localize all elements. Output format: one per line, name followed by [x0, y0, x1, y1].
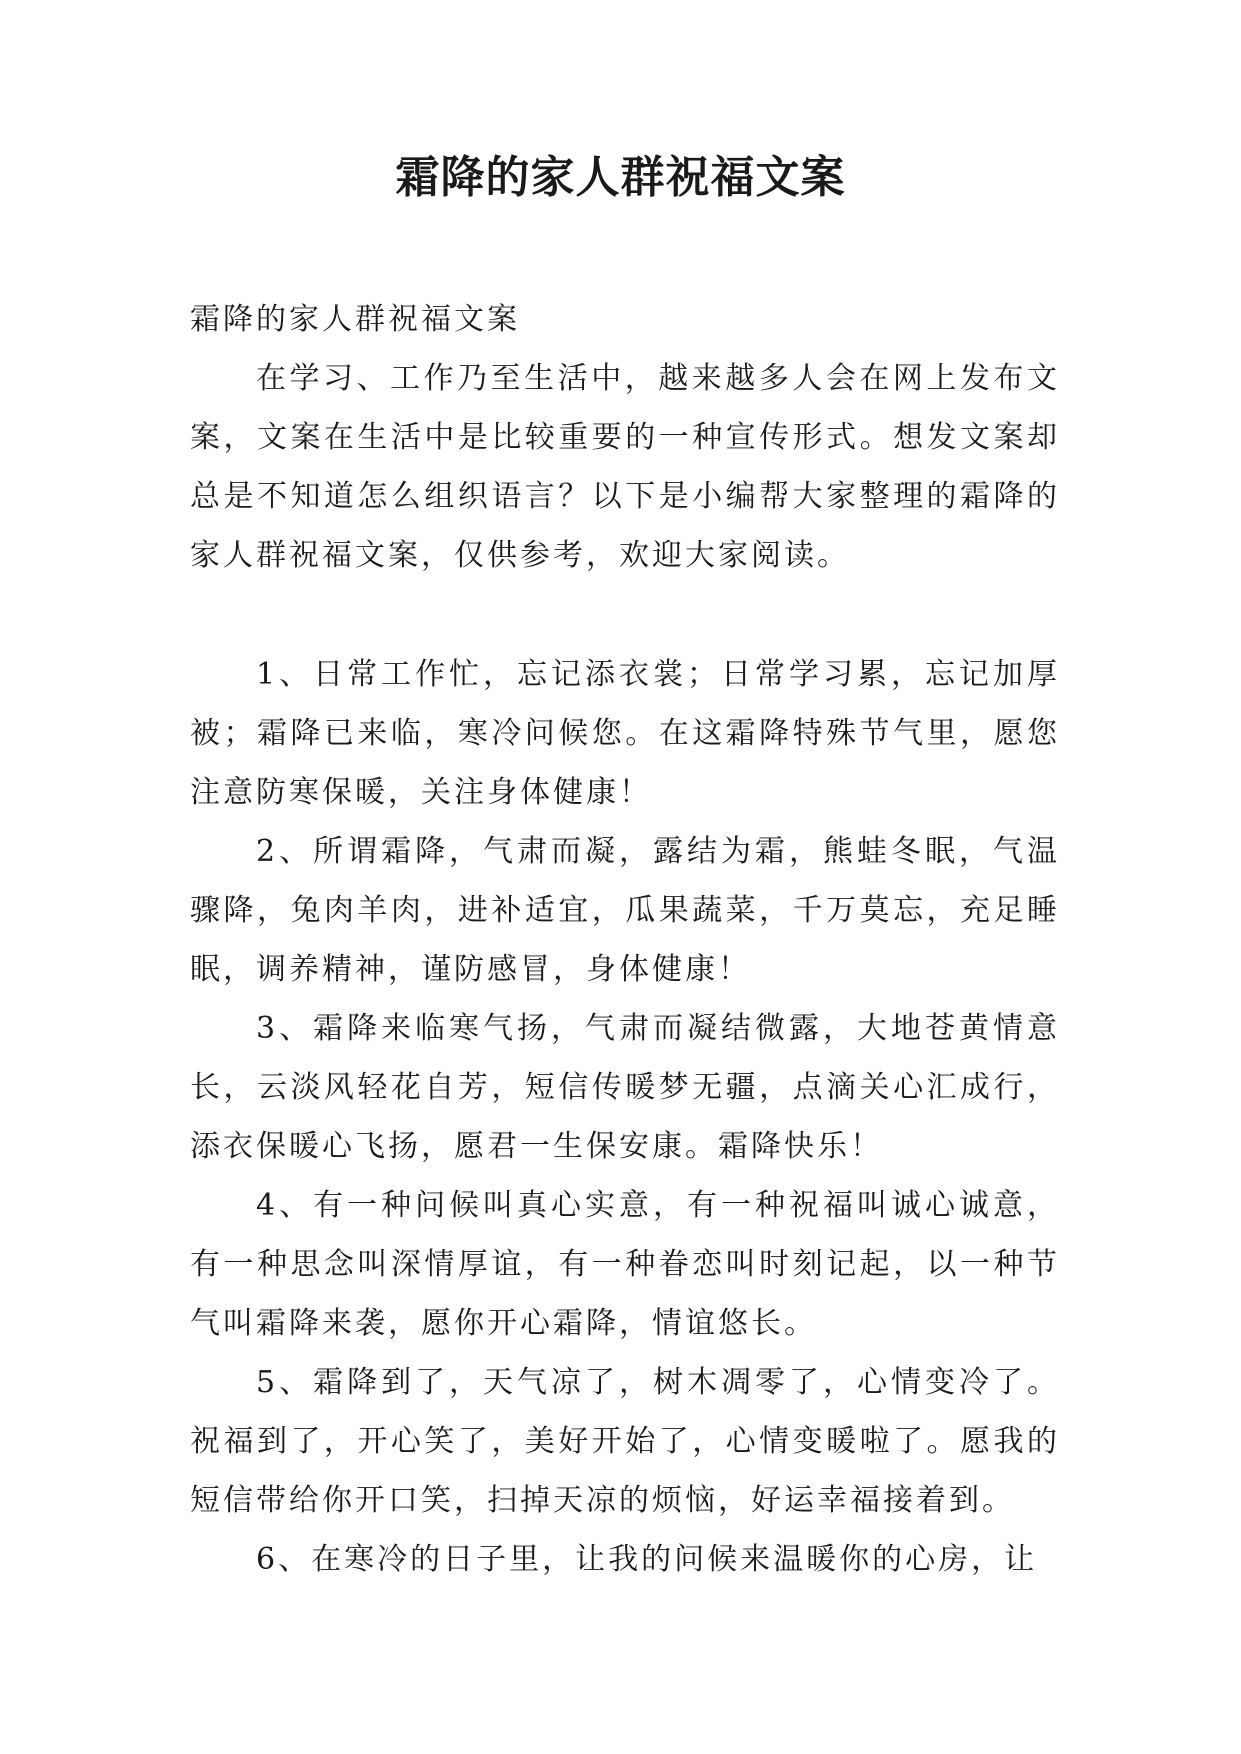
list-item: 2、所谓霜降，气肃而凝，露结为霜，熊蛙冬眠，气温骤降，兔肉羊肉，进补适宜，瓜果蔬菜，千万莫忘，充足睡眠，调养精神，谨防感冒，身体健康！ — [190, 834, 1060, 987]
list-item: 5、霜降到了，天气凉了，树木凋零了，心情变冷了。祝福到了，开心笑了，美好开始了，心情变暖啦了。愿我的短信带给你开口笑，扫掉天凉的烦恼，好运幸福接着到。 — [190, 1365, 1060, 1518]
document-body — [190, 290, 1060, 1589]
document-subtitle: 霜降的家人群祝福文案 — [190, 302, 520, 337]
list-item: 4、有一种问候叫真心实意，有一种祝福叫诚心诚意，有一种思念叫深情厚谊，有一种眷恋叫时刻记起，以一种节气叫霜降来袭，愿你开心霜降，情谊悠长。 — [190, 1188, 1060, 1341]
list-item: 3、霜降来临寒气扬，气肃而凝结微露，大地苍黄情意长，云淡风轻花自芳，短信传暖梦无疆，点滴关心汇成行，添衣保暖心飞扬，愿君一生保安康。霜降快乐！ — [190, 1011, 1060, 1164]
paragraph-spacer — [190, 585, 1060, 645]
list-item: 1、日常工作忙，忘记添衣裳；日常学习累，忘记加厚被；霜降已来临，寒冷问候您。在这霜降特殊节气里，愿您注意防寒保暖，关注身体健康！ — [190, 657, 1060, 810]
intro-paragraph: 在学习、工作乃至生活中，越来越多人会在网上发布文案，文案在生活中是比较重要的一种宣传形式。想发文案却总是不知道怎么组织语言？以下是小编帮大家整理的霜降的家人群祝福文案，仅供参考，欢迎大家阅读。 — [190, 361, 1060, 573]
document-title: 霜降的家人群祝福文案 — [395, 152, 846, 203]
list-item: 6、在寒冷的日子里，让我的问候来温暖你的心房，让 — [256, 1542, 1038, 1577]
